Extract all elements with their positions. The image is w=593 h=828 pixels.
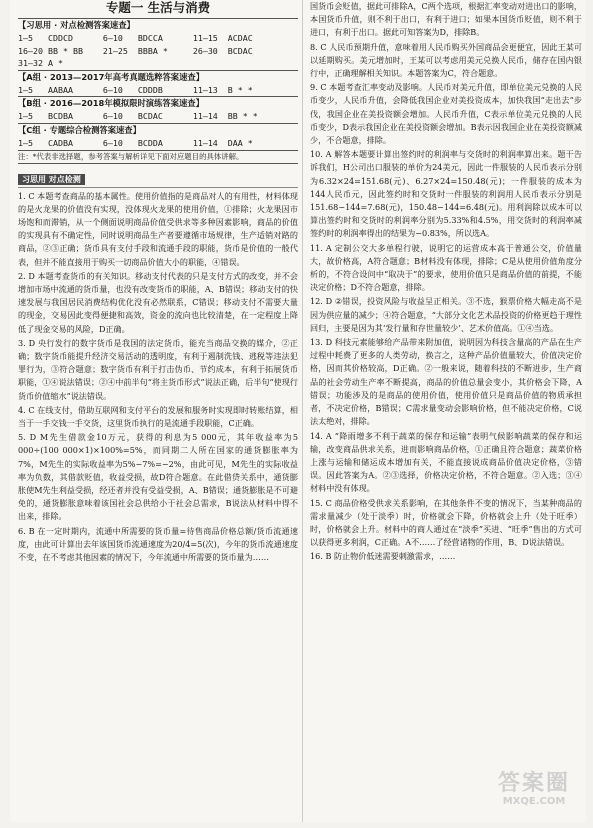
answer-section-1 — [18, 18, 298, 70]
section-heading: 【习思用 · 对点检测答案速查】 — [18, 18, 298, 32]
answer-line: 1—5 CDDCD 6—10 BDCCA 11—15 ACDAC — [18, 33, 253, 43]
explanation-paragraph: 15. C 商品价格受供求关系影响，在其他条件不变的情况下，当某种商品的需求量减少（处于淡季）时，价格就会下降，价格就会上升（处于旺季）时，价格就会上升。材料中的商人通过在“淡季”买进、“旺季”售出的方式可以获得更多利润，C正确。A不……了经营诸物的作用，B、D说法错误。 — [310, 497, 582, 548]
watermark-main: 答案圈 — [497, 771, 570, 796]
explanation-paragraph: 1. C 本题考查商品的基本属性。使用价值指的是商品对人的有用性，材料体现的是火龙果的价值没有实现，没体现火龙果的使用价值，①排除；火龙果因市场饱和而滞销，从一个侧面说明商品价值受供求等多种因素影响，商品的价值的实现具有不确定性，同时说明商品生产者要遵循市场规律，生产适销对路的商品，②③正确；货币具有支付手段和流通手段的职能，货币是价值的一般代表，但并不能直接用于购买一切商品价值大小的职能，④错误。 — [18, 190, 298, 267]
explanation-paragraph: 12. D ②错误，投资风险与收益呈正相关。③不选，猴票价格大幅走高不是因为供应量的减少；④符合题意，“大部分文化艺术品投资的价格更趋于理性回归，主要是因为其‘发行量和存世量较少’、艺术价值高。①④当选。 — [310, 296, 582, 333]
explanation-paragraph: 5. D M先生借款金10万元，获得的利息为5 000元，其年收益率为5 000÷(100 000×1)×100%=5%，而同期二人所在国家的通货膨胀率为7%，M先生的实际收益率为5%−7%=−2%，由此可见，M先生的实际收益率为负数，其借款贬值，收益受损，故D符合题意。在此借贷关系中，通货膨胀使M先生利益受损，经还者并没有受益受损，A、B错误；通货膨胀是不可避免的，通货膨胀意味着该国社会总供给小于社会总需求，B说法从材料中得不出来，排除。 — [18, 432, 298, 522]
section-heading: 【A组 · 2013—2017年高考真题选粹答案速查】 — [18, 70, 298, 84]
explanation-paragraph: 8. C 人民币预期升值，意味着用人民币购买外国商品会更便宜，因此王某可以延期购买。美元增加时，王某可以考虑用美元兑换人民币，储存在国内银行中，正确理解相关知识。本题答案为C，符合题意。 — [310, 41, 582, 79]
answer-line: 1—5 BCDBA 6—10 BCDAC 11—14 BB * * — [18, 111, 258, 122]
answer-section-2 — [18, 70, 298, 97]
site-watermark — [488, 772, 580, 812]
answer-line: 16—20 BB * BB 21—25 BBBA * 26—30 BCDAC — [18, 45, 253, 56]
section-heading: 【B组 · 2016—2018年模拟限时演练答案速查】 — [18, 96, 298, 110]
explanation-paragraph: 2. D 本题考查货币的有关知识。移动支付代表的只是支付方式的改变，并不会增加市场中流通的货币量，也没有改变货币的职能，A、B错误；移动支付的快速发展与我国居民消费结构优化没有必然联系，C错误；移动支付不需要大量的现金，交易因此变得便捷和高效，资金的流向也比较清楚，在一定程度上降低了现金交易的风险，D正确。 — [18, 270, 298, 334]
column-divider — [302, 0, 303, 822]
answer-line: 1—5 CADBA 6—10 BCDDA 11—14 DAA * — [18, 137, 253, 148]
explanation-paragraph: 14. A “降雨增多不利于蔬菜的保存和运输”表明气候影响蔬菜的保存和运输，改变商品供求关系，进而影响商品价格，①正确且符合题意；蔬菜价格上涨与运输和储运成本增加有关，不能直接说成商品价值决定价格，③错误。因此答案为A。②③选择，价格决定价格，不符合题意。②入选；③④材料中没有体现。 — [310, 430, 582, 494]
section-heading: 【C组 · 专题综合检测答案速查】 — [18, 123, 298, 137]
explanation-paragraph: 9. C 本题考查汇率变动及影响。人民币对美元升值，即单位美元兑换的人民币变少，人民币升值，会降低我国企业对美投资成本，加快我国“走出去”步伐，我国企业在美投资额会增加。人民币升值，C表示单位美元兑换的人民币变少，D表示我国企业在美投资额会增加。B表示因我国企业在美投资额减少，不合题意，排除。 — [310, 82, 582, 146]
watermark-url: MXQE.COM — [502, 796, 566, 807]
explanation-paragraph: 3. D 央行发行的数字货币是我国的法定货币，能充当商品交换的媒介，②正确；数字货币能提升经济交易活动的透明度，有利于遏制洗钱、逃税等违法犯罪行为，③符合题意；数字货币有利于打击伪币、节约成本，有利于拓展货币职能，①④说法错误；②④中前半句“将主货币形式”说法正确，后半句“使现行货币价值缩水”说法错误。 — [18, 337, 298, 401]
left-column — [18, 0, 298, 565]
explanation-paragraph: 11. A 定制公交大多单程行驶，说明它的运营成本高于普通公交，价值量大，故价格高，A符合题意；B材料没有体现，排除；C是从使用价值角度分析的，不符合设问中“取决于”的要求，使用价值只是商品价值的前提，不能决定价格；D不符合题意，排除。 — [310, 242, 582, 293]
explanation-paragraph: 13. D 科技元素能够给产品带来附加值，说明因为科技含量高的产品在生产过程中耗费了更多的人类劳动，换言之，这种产品价值量较大，价值决定价格，因而其价格较高，D正确。②一般来说，随着科技的不断进步，生产商品的社会劳动生产率不断提高，商品的价值总量会变小，其价格会下降，A错误；功能涉及的是商品的使用价值，使用价值只是商品价值的物质承担者，不决定价格，B错误；C需求量变动会影响价格，但不能决定价格，C说法太绝对，排除。 — [310, 337, 582, 427]
explanation-paragraph: 10. A 解答本题要计算出签约时的利润率与交货时的利润率算出来。题干告诉我们，H公司出口服装的单价为24美元，因此一件服装的人民币表示分别为6.32×24=151.68(元)、6.27×24=150.48(元)；一件服装的成本为144人民币元，因此签约时和交货时一件服装的利润用人民币表示分别是151.68−144=7.68(元)，150.48−144=6.48(元)。用利润除以成本可以算出签约时和交货时的利润率分别为5.33%和4.5%，用交货时的利润率减签约时的利润率得出的结果为−0.83%，所以选A。 — [310, 149, 582, 239]
explanation-paragraph: 4. C 在线支付，借助互联网和支付平台的发展和服务时实现即时转账结算，相当于一手交钱一手交货，这里货币执行的是流通手段职能，C正确。 — [18, 404, 298, 429]
explanation-paragraph: 16. B 防止物价低迷需要刺激需求，…… — [310, 551, 456, 562]
page — [10, 0, 586, 822]
right-column — [310, 0, 582, 565]
answer-line: 31—32 A * — [18, 58, 63, 69]
answer-note: 注：*代表非选择题，参考答案与解析详见下面对应题目的具体讲解。 — [18, 150, 298, 164]
explanation-paragraph: 国货币会贬值，据此可排除A，C两个选项，根据汇率变动对进出口的影响，本国货币升值，则不利于出口，有利于进口；如果本国货币贬值，则不利于进口，有利于出口。据此可知答案为D，排除B。 — [310, 1, 582, 38]
section-tag-row — [18, 167, 298, 188]
section-tag: 习思用 对点检测 — [18, 174, 85, 185]
answer-section-3 — [18, 96, 298, 123]
answer-line: 1—5 AABAA 6—10 CDDDB 11—13 B * * — [18, 84, 253, 95]
explanation-paragraph: 6. B 在一定时期内，流通中所需要的货币量=待售商品价格总额/货币流通速度，由此可计算出去年该国货币流通速度为20/4=5(次)，今年的货币流通速度不变，在不考虑其他因素的情况下，今年流通中所需要的货币量为…… — [18, 525, 298, 563]
answer-section-4 — [18, 123, 298, 150]
page-title: 专题一 生活与消费 — [105, 0, 211, 15]
